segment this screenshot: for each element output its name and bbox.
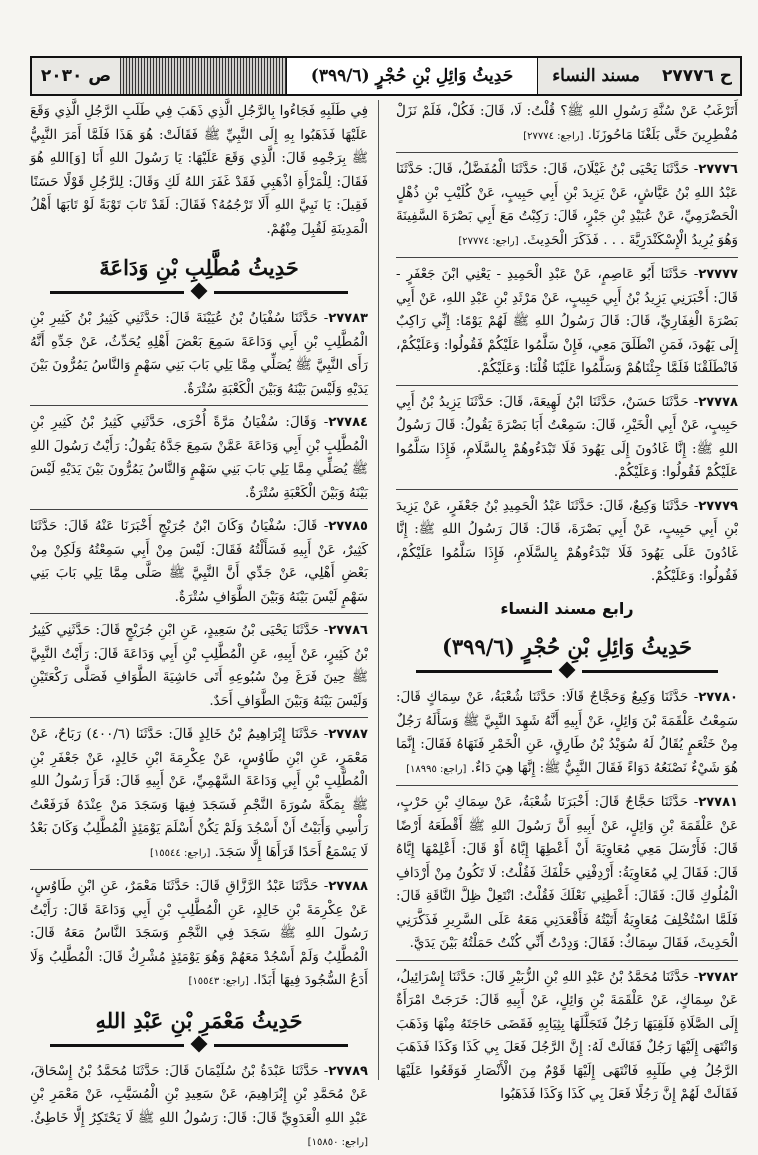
header-volume: (٣٩٩/٦) <box>310 66 370 86</box>
ornament-line <box>214 291 348 294</box>
hadith-number: ٢٧٧٨٣ <box>328 311 368 326</box>
hadith-number: ٢٧٧٧٧ <box>698 267 738 282</box>
header-hatching <box>120 58 286 94</box>
hadith-27785 <box>30 515 368 609</box>
text-columns <box>30 100 738 1148</box>
separator <box>396 489 738 490</box>
header-hadith-title <box>286 58 538 94</box>
musnad-title: مسند النساء <box>552 66 640 86</box>
hadith-text: - حَدَّثَنَا سُفْيَانُ بْنُ عُيَيْنَةَ قَالَ: حَدَّثَنِي كَثِيرُ بْنُ كَثِيرِ بْنِ الْمُطَّلِبِ بْنِ أَبِي وَدَاعَةَ سَمِعَ بَعْضَ أَهْلِهِ يُحَدِّثُ، عَنْ جَدِّهِ أَنَّهُ رَأَى النَّبِيَّ ﷺ يُصَلِّي مِمَّا يَلِي بَابَ بَنِي سَهْمٍ وَالنَّاسُ يَمُرُّونَ بَيْنَ يَدَيْهِ وَلَيْسَ بَيْنَهُ وَبَيْنَ الْكَعْبَةِ سُتْرَةٌ. <box>30 311 368 397</box>
diamond-icon <box>191 283 208 300</box>
ornament-line <box>214 1044 348 1047</box>
hadith-27783 <box>30 307 368 401</box>
page-header <box>30 56 742 96</box>
hadith-number: ٢٧٧٧٩ <box>698 498 738 514</box>
hadith-text: - حَدَّثَنَا أَبُو عَاصِمٍ، عَنْ عَبْدِ الْحَمِيدِ - يَعْنِي ابْنَ جَعْفَرٍ - قَالَ: أَخْبَرَنِي يَزِيدُ بْنُ أَبِي حَبِيبٍ، عَنْ مَرْثَدِ بْنِ عَبْدِ اللهِ، عَنْ أَبِي بَصْرَةَ الْغِفَارِيِّ، قَالَ: قَالَ رَسُولُ اللهِ ﷺ لَهُمْ يَوْمًا: إِنِّي رَاكِبٌ إِلَى يَهُودَ، فَمَنِ انْطَلَقَ مَعِي، فَإِنْ سَلَّمُوا عَلَيْكُمْ فَقُولُوا: وَعَلَيْكُمْ، فَانْطَلَقْنَا فَلَمَّا جِئْنَاهُمْ وَسَلَّمُوا عَلَيْنَا قُلْنَا: وَعَلَيْكُمْ. <box>396 267 738 376</box>
reference: [راجع: ١٨٩٩٥] <box>406 763 467 775</box>
hadith-27784 <box>30 411 368 505</box>
heading-ornament <box>416 664 718 678</box>
intro-text: أَتَرْغَبُ عَنْ سُنَّةِ رَسُولِ اللهِ ﷺ؟ قُلْتُ: لَا، قَالَ: فَكُلْ، فَلَمْ نَزَلْ مُفْطِرِينَ حَتَّى بَلَغْنَا مَاحُوزَنَا. <box>396 104 738 143</box>
hadith-27788 <box>30 875 368 994</box>
continuation-text <box>396 100 738 148</box>
diamond-icon <box>191 1035 208 1052</box>
hadith-text: - قَالَ: سُفْيَانُ وَكَانَ ابْنُ جُرَيْجٍ أَخْبَرَنَا عَنْهُ قَالَ: حَدَّثَنَا كَثِيرٌ، عَنْ أَبِيهِ فَسَأَلْتُهُ فَقَالَ: لَيْسَ مِنْ أَبِي سَمِعْتُهُ وَلَكِنْ مِنْ بَعْضِ أَهْلِي، عَنْ جَدِّي أَنَّ النَّبِيَّ ﷺ صَلَّى مِمَّا يَلِي بَابَ بَنِي سَهْمٍ لَيْسَ بَيْنَهُ وَبَيْنَ الطَّوَافِ سُتْرَةٌ. <box>30 519 368 605</box>
section-heading: حَدِيثُ وَائِلِ بْنِ حُجْرٍ (٣٩٩/٦) <box>441 634 693 659</box>
hadith-text: - حَدَّثَنَا يَحْيَى بْنُ سَعِيدٍ، عَنِ ابْنِ جُرَيْجٍ قَالَ: حَدَّثَنِي كَثِيرُ بْنُ كَثِيرٍ، عَنْ أَبِيهِ، عَنِ الْمُطَّلِبِ بْنِ أَبِي وَدَاعَةَ قَالَ: رَأَيْتُ النَّبِيَّ ﷺ حِينَ فَرَغَ مِنْ سُبُوعِهِ أَتَى حَاشِيَةَ الطَّوَافِ فَصَلَّى رَكْعَتَيْنِ وَلَيْسَ بَيْنَهُ وَبَيْنَ الطَّوَافِ أَحَدٌ. <box>30 623 368 709</box>
hadith-27789 <box>30 1060 368 1155</box>
reference: [راجع: ٢٧٧٧٤] <box>458 235 519 247</box>
left-column <box>30 100 379 1148</box>
hadith-27778 <box>396 391 738 485</box>
hadith-27782 <box>396 966 738 1107</box>
section-heading: حَدِيثُ مُطَّلِبِ بْنِ وَدَاعَةَ <box>99 255 299 280</box>
hadith-text: - حَدَّثَنَا إِبْرَاهِيمُ بْنُ خَالِدٍ قَالَ: حَدَّثَنَا (٤٠٠/٦) رَبَاحٌ، عَنْ مَعْمَرٍ، عَنِ ابْنِ طَاوُسٍ، عَنْ عِكْرِمَةَ ابْنِ خَالِدٍ، عَنْ جَعْفَرِ بْنِ الْمُطَّلِبِ بْنِ أَبِي وَدَاعَةَ السَّهْمِيِّ، عَنْ أَبِيهِ قَالَ: قَرَأَ رَسُولُ اللهِ ﷺ بِمَكَّةَ سُورَةَ النَّجْمِ فَسَجَدَ فِيهَا وَسَجَدَ مَنْ عِنْدَهُ فَرَفَعْتُ رَأْسِي وَأَبَيْتُ أَنْ أَسْجُدَ وَلَمْ يَكُنْ أَسْلَمَ يَوْمَئِذٍ الْمُطَّلِبُ وَكَانَ بَعْدُ لَا يَسْمَعُ أَحَدًا قَرَأَهَا إِلَّا سَجَدَ. <box>30 727 368 860</box>
heading-ornament <box>50 285 348 299</box>
hadith-number: ٢٧٧٧٦ <box>698 162 738 177</box>
hadith-27781 <box>396 791 738 956</box>
ornament-line <box>50 291 184 294</box>
hadith-number: ٢٧٧٨٦ <box>328 623 368 638</box>
hadith-text: - حَدَّثَنَا عَبْدُ الرَّزَّاقِ قَالَ: حَدَّثَنَا مَعْمَرٌ، عَنِ ابْنِ طَاوُسٍ، عَنْ عِكْرِمَةَ بْنِ خَالِدٍ، عَنِ الْمُطَّلِبِ بْنِ أَبِي وَدَاعَةَ قَالَ: رَأَيْتُ رَسُولَ اللهِ ﷺ سَجَدَ فِي النَّجْمِ وَسَجَدَ النَّاسُ مَعَهُ قَالَ: الْمُطَّلِبُ وَلَمْ أَسْجُدْ مَعَهُمْ وَهُوَ يَوْمَئِذٍ مُشْرِكٌ قَالَ: الْمُطَّلِبُ وَلَا أَدَعُ السُّجُودَ فِيهَا أَبَدًا. <box>30 879 368 988</box>
hadith-text: - حَدَّثَنَا عَبْدَةُ بْنُ سُلَيْمَانَ قَالَ: حَدَّثَنَا مُحَمَّدُ بْنُ إِسْحَاقَ، عَنْ مُحَمَّدِ بْنِ إِبْرَاهِيمَ، عَنْ سَعِيدِ بْنِ الْمُسَيَّبِ، عَنْ مَعْمَرِ بْنِ عَبْدِ اللهِ الْعَدَوِيِّ قَالَ: قَالَ: رَسُولُ اللهِ ﷺ لَا يَحْتَكِرُ إِلَّا خَاطِئٌ. <box>30 1063 368 1126</box>
hadith-27776 <box>396 158 738 253</box>
hadith-text: - حَدَّثَنَا وَكِيعٌ، قَالَ: حَدَّثَنَا عَبْدُ الْحَمِيدِ بْنُ جَعْفَرٍ، عَنْ يَزِيدَ بْنِ أَبِي حَبِيبٍ، عَنْ أَبِي بَصْرَةَ، قَالَ: قَالَ رَسُولُ اللهِ ﷺ: إِنَّا غَادُونَ عَلَى يَهُودَ فَلَا تَبْدَءُوهُمْ بِالسَّلَامِ، فَإِذَا سَلَّمُوا عَلَيْكُمْ، فَقُولُوا: وَعَلَيْكُمْ. <box>396 498 738 584</box>
right-hadith-number: ح ٢٧٧٧٦ <box>661 66 733 86</box>
hadith-27786 <box>30 619 368 713</box>
section-subheading: رابع مسند النساء <box>500 598 634 618</box>
hadith-text: - وَقَالَ: سُفْيَانُ مَرَّةً أُخْرَى، حَدَّثَنِي كَثِيرُ بْنُ كَثِيرِ بْنِ الْمُطَّلِبِ بْنِ أَبِي وَدَاعَةَ عَمَّنْ سَمِعَ جَدَّهُ يَقُولُ: رَأَيْتُ رَسُولَ اللهِ ﷺ يُصَلِّي مِمَّا يَلِي بَابَ بَنِي سَهْمٍ وَالنَّاسُ يَمُرُّونَ بَيْنَ يَدَيْهِ لَيْسَ بَيْنَهُ وَبَيْنَ الْكَعْبَةِ سُتْرَةٌ. <box>30 415 368 501</box>
separator <box>396 385 738 386</box>
separator <box>396 257 738 258</box>
right-column <box>390 100 738 1102</box>
diamond-icon <box>559 662 576 679</box>
hadith-number: ٢٧٧٨١ <box>698 795 738 810</box>
separator <box>396 785 738 786</box>
hadith-number: ٢٧٧٨٥ <box>328 519 368 534</box>
separator <box>396 152 738 153</box>
hadith-text: - حَدَّثَنَا حَسَنٌ، حَدَّثَنَا ابْنُ لَهِيعَةَ، قَالَ: حَدَّثَنَا يَزِيدُ بْنُ أَبِي حَبِيبٍ، عَنْ أَبِي الْخَيْرِ، قَالَ: سَمِعْتُ أَبَا بَصْرَةَ يَقُولُ: قَالَ رَسُولُ اللهِ ﷺ: إِنَّا غَادُونَ إِلَى يَهُودَ فَلَا تَبْدَءُوهُمْ بِالسَّلَامِ، فَإِذَا سَلَّمُوا عَلَيْكُمْ فَقُولُوا: وَعَلَيْكُمْ. <box>396 394 738 480</box>
hadith-text: - حَدَّثَنَا وَكِيعٌ وَحَجَّاجٌ قَالَا: حَدَّثَنَا شُعْبَةُ، عَنْ سِمَاكٍ قَالَ: سَمِعْتُ عَلْقَمَةَ بْنَ وَائِلٍ، عَنْ أَبِيهِ أَنَّهُ شَهِدَ النَّبِيَّ ﷺ وَسَأَلَهُ رَجُلٌ مِنْ خَثْعَمٍ يُقَالُ لَهُ سُوَيْدُ بْنُ طَارِقٍ، عَنِ الْخَمْرِ فَنَهَاهُ فَقَالَ: إِنَّمَا هُوَ شَيْءٌ نَصْنَعُهُ دَوَاءً فَقَالَ النَّبِيُّ ﷺ: إِنَّهَا هِيَ دَاءٌ. <box>396 690 738 776</box>
ornament-line <box>582 670 718 673</box>
ornament-line <box>416 670 552 673</box>
continuation-text: فِي طَلَبِهِ فَجَاءُوا بِالرَّجُلِ الَّذِي ذَهَبَ فِي طَلَبِ الرَّجُلِ الَّذِي وَقَعَ عَلَيْهَا فَذَهَبُوا بِهِ إِلَى النَّبِيِّ ﷺ فَقَالَتْ: هُوَ هَذَا فَلَمَّا أَمَرَ النَّبِيُّ ﷺ بِرَجْمِهِ قَالَ: الَّذِي وَقَعَ عَلَيْهَا: يَا رَسُولَ اللهِ أَنَا [وَ]اللهِ هُوَ فَقَالَ: لِلْمَرْأَةِ اذْهَبِي فَقَدْ غَفَرَ اللهُ لَكِ وَقَالَ: لِلرَّجُلِ قَوْلًا حَسَنًا فَقِيلَ: يَا نَبِيَّ اللهِ أَلَا تَرْجُمُهُ؟ فَقَالَ: لَقَدْ تَابَ تَوْبَةً لَوْ تَابَهَا أَهْلُ الْمَدِينَةِ لَقُبِلَ مِنْهُمْ. <box>30 104 368 237</box>
hadith-27779 <box>396 495 738 589</box>
hadith-text: - حَدَّثَنَا يَحْيَى بْنُ غَيْلَانَ، قَالَ: حَدَّثَنَا الْمُفَضَّلُ، قَالَ: حَدَّثَنَا عَبْدُ اللهِ بْنُ عَيَّاشٍ، عَنْ يَزِيدَ بْنِ أَبِي حَبِيبٍ، عَنْ كُلَيْبِ بْنِ ذُهْلٍ الْحَضْرَمِيِّ، عَنْ عُبَيْدِ بْنِ جَبْرٍ، قَالَ: رَكِبْتُ مَعَ أَبِي بَصْرَةَ السَّفِينَةَ وَهُوَ يُرِيدُ الْإِسْكَنْدَرِيَّةَ . . . فَذَكَرَ الْحَدِيثَ. <box>396 162 738 248</box>
separator <box>30 613 368 614</box>
reference: [راجع: ١٥٥٤٣] <box>188 976 249 987</box>
hadith-number: ٢٧٧٨٤ <box>328 415 368 430</box>
separator <box>396 960 738 961</box>
hadith-text: - حَدَّثَنَا مُحَمَّدُ بْنُ عَبْدِ اللهِ بْنِ الزُّبَيْرِ قَالَ: حَدَّثَنَا إِسْرَائِيلُ، عَنْ سِمَاكٍ، عَنْ عَلْقَمَةَ بْنِ وَائِلٍ، عَنْ أَبِيهِ قَالَ: خَرَجَتْ امْرَأَةٌ إِلَى الصَّلَاةِ فَلَقِيَهَا رَجُلٌ فَتَجَلَّلَهَا بِثِيَابِهِ فَقَضَى حَاجَتَهُ مِنْهَا وَذَهَبَ وَانْتَهَى إِلَيْهَا رَجُلٌ فَقَالَتْ لَهُ: إِنَّ الرَّجُلَ فَعَلَ بِي كَذَا وَكَذَا فَذَهَبَ الرَّجُلُ فِي طَلَبِهِ فَانْتَهَى إِلَيْهَا قَوْمٌ مِنَ الْأَنْصَارِ فَوَقَعُوا عَلَيْهَا فَقَالَتْ لَهُمْ إِنَّ رَجُلًا فَعَلَ بِي كَذَا وَكَذَا فَذَهَبُوا <box>396 969 738 1102</box>
hadith-number: ٢٧٧٨٠ <box>698 690 738 705</box>
reference: [راجع: ١٥٨٥٠] <box>307 1137 368 1148</box>
hadith-number: ٢٧٧٨٩ <box>328 1063 368 1079</box>
reference: [راجع: ١٥٥٤٤] <box>150 847 211 859</box>
ornament-line <box>50 1044 184 1047</box>
hadith-27787 <box>30 723 368 865</box>
hadith-27777 <box>396 263 738 381</box>
hadith-number: ٢٧٧٨٧ <box>328 727 368 742</box>
hadith-27780 <box>396 686 738 781</box>
hadith-number: ٢٧٧٨٨ <box>328 879 368 894</box>
left-page-number: ص ٢٠٣٠ <box>40 66 112 86</box>
reference: [راجع: ٢٧٧٧٤] <box>523 130 584 142</box>
hadith-text: - حَدَّثَنَا حَجَّاجٌ قَالَ: أَخْبَرَنَا شُعْبَةُ، عَنْ سِمَاكِ بْنِ حَرْبٍ، عَنْ عَلْقَمَةَ بْنِ وَائِلٍ، عَنْ أَبِيهِ أَنَّ رَسُولَ اللهِ ﷺ أَقْطَعَهُ أَرْضًا قَالَ: فَأَرْسَلَ مَعِي مُعَاوِيَةَ أَنْ أَعْطِهَا إِيَّاهُ أَوْ قَالَ: أَعْلِمْهَا إِيَّاهُ قَالَ: فَقَالَ لِي مُعَاوِيَةُ: أَرْدِفْنِي خَلْفَكَ فَقُلْتُ: لَا تَكُونُ مِنْ أَرْدَافِ الْمُلُوكِ قَالَ: فَقَالَ: أَعْطِنِي نَعْلَكَ فَقُلْتُ: انْتَعِلْ ظِلَّ النَّاقَةِ قَالَ: فَلَمَّا اسْتُخْلِفَ مُعَاوِيَةُ أَتَيْتُهُ فَأَقْعَدَنِي مَعَهُ عَلَى السَّرِيرِ فَذَكَّرَنِي الْحَدِيثَ، فَقَالَ سِمَاكٌ: فَقَالَ: وَدِدْتُ أَنِّي كُنْتُ حَمَلْتُهُ بَيْنَ يَدَيَّ. <box>396 795 738 951</box>
header-title-text: حَدِيثُ وَائِلِ بْنِ حُجْرٍ <box>375 66 514 86</box>
hadith-number: ٢٧٧٨٢ <box>698 969 738 985</box>
separator <box>30 869 368 870</box>
heading-ornament <box>50 1038 348 1052</box>
hadith-number: ٢٧٧٧٨ <box>698 394 738 410</box>
separator <box>30 509 368 510</box>
section-heading: حَدِيثُ مَعْمَرِ بْنِ عَبْدِ اللهِ <box>95 1007 303 1033</box>
separator <box>30 405 368 406</box>
separator <box>30 717 368 718</box>
